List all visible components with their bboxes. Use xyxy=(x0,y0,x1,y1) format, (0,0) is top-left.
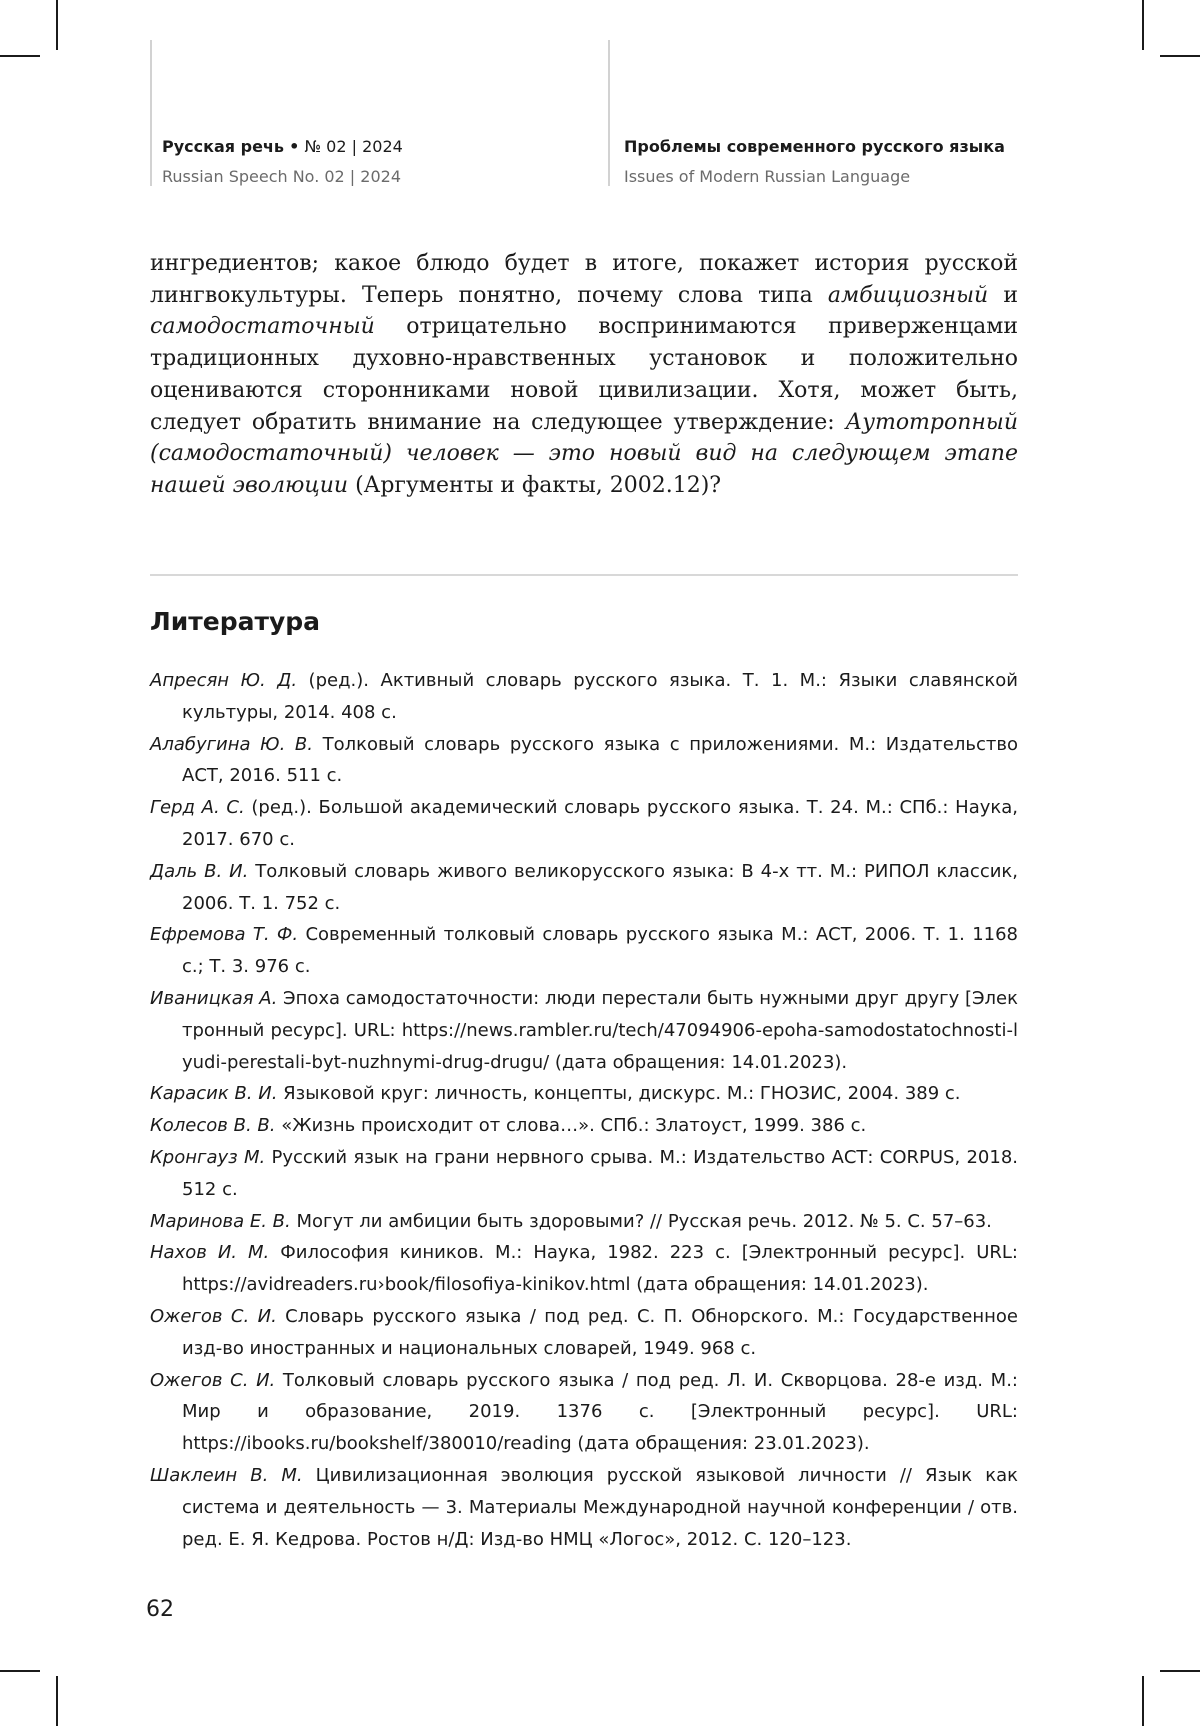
header-rule-left xyxy=(150,40,152,186)
references-list xyxy=(150,665,1018,1555)
reference-item xyxy=(150,1301,1018,1365)
reference-author: Даль В. И. xyxy=(150,860,249,882)
reference-author: Апресян Ю. Д. xyxy=(150,670,298,691)
reference-text: Русский язык на грани нервного срыва. М.: Издательство АСТ: CORPUS, 2018. 512 с. xyxy=(182,1146,1018,1200)
reference-item xyxy=(150,1142,1018,1206)
reference-text: Философия киников. М.: Наука, 1982. 223 с. [Электронный ресурс]. URL: https://avidreaders.ru›book/filosofiya-kinikov.html (дата обращения: 14.01.2023). xyxy=(182,1242,1018,1296)
reference-author: Алабугина Ю. В. xyxy=(150,733,313,755)
reference-text: Толковый словарь русского языка с приложениями. М.: Издательство АСТ, 2016. 511 с. xyxy=(182,733,1018,787)
reference-text: Эпоха самодостаточности: люди перестали быть нужными друг другу [Электронный ресурс]. URL: https://news.rambler.ru/tech/47094906-epoha-samodostatochnosti-lyudi-perestali-byt-nuzhnymi-drug-drugu/ (дата обращения: 14.01.2023). xyxy=(182,987,1019,1073)
reference-text: Толковый словарь живого великорусского языка: В 4-х тт. М.: РИПОЛ классик, 2006. Т. 1. 752 с. xyxy=(182,860,1019,914)
reference-item xyxy=(150,856,1018,920)
reference-item xyxy=(150,792,1018,856)
header-rule-right xyxy=(608,40,610,186)
journal-name-en: Russian Speech No. 02 | 2024 xyxy=(162,167,401,186)
crop-mark-bottom-right-v xyxy=(1142,1676,1144,1726)
reference-text: Цивилизационная эволюция русской языковой личности // Язык как система и деятельность — 3. Материалы Международной научной конференции / отв. ред. Е. Я. Кедрова. Ростов н/Д: Изд-во НМЦ «Логос», 2012. С. 120–123. xyxy=(182,1464,1018,1550)
reference-item xyxy=(150,1365,1018,1460)
crop-mark-top-left-v xyxy=(56,0,58,50)
reference-text: Могут ли амбиции быть здоровыми? // Русская речь. 2012. № 5. С. 57–63. xyxy=(290,1210,992,1232)
reference-author: Ожегов С. И. xyxy=(150,1369,276,1391)
body-text-2: и xyxy=(988,282,1019,308)
references-title: Литература xyxy=(150,607,321,636)
reference-item xyxy=(150,1460,1018,1555)
reference-author: Герд А. С. xyxy=(150,797,245,819)
journal-issue: № 02 | 2024 xyxy=(304,137,403,156)
reference-item xyxy=(150,1078,1018,1110)
reference-item xyxy=(150,919,1018,983)
body-text-4: (Аргументы и факты, 2002.12)? xyxy=(348,472,722,498)
crop-mark-top-left-h xyxy=(0,55,40,57)
section-title: Проблемы современного русского языка xyxy=(624,137,1005,156)
header-bullet: • xyxy=(289,137,300,156)
reference-item xyxy=(150,1237,1018,1301)
reference-item xyxy=(150,729,1018,793)
reference-text: (ред.). Большой академический словарь русского языка. Т. 24. М.: СПб.: Наука, 2017. 670 с. xyxy=(182,797,1019,850)
reference-author: Нахов И. М. xyxy=(150,1242,270,1264)
reference-author: Карасик В. И. xyxy=(150,1083,278,1105)
reference-text: (ред.). Активный словарь русского языка. Т. 1. М.: Языки славянской культуры, 2014. 408 с. xyxy=(182,670,1018,723)
crop-mark-top-right-h xyxy=(1160,55,1200,57)
term-self-sufficient: самодостаточный xyxy=(150,314,375,340)
body-paragraph xyxy=(150,248,1018,502)
crop-mark-top-right-v xyxy=(1142,0,1144,50)
reference-author: Иваницкая А. xyxy=(150,987,278,1009)
page-number: 62 xyxy=(146,1597,174,1622)
reference-author: Ожегов С. И. xyxy=(150,1305,277,1327)
reference-text: Языковой круг: личность, концепты, дискурс. М.: ГНОЗИС, 2004. 389 с. xyxy=(277,1083,961,1105)
reference-item xyxy=(150,1110,1018,1142)
reference-item xyxy=(150,1206,1018,1238)
header-journal xyxy=(162,132,403,192)
quoted-statement: Аутотропный (самодостаточный) человек — это новый вид на следующем этапе нашей эволюции xyxy=(150,409,1018,498)
body-text-3: отрицательно воспринимаются приверженцами традиционных духовно-нравственных установок и положительно оцениваются сторонниками новой цивилизации. Хотя, может быть, следует обратить внимание на следующее утверждение: xyxy=(150,314,1018,435)
reference-author: Маринова Е. В. xyxy=(150,1210,291,1232)
crop-mark-bottom-left-h xyxy=(0,1670,40,1672)
section-divider xyxy=(150,574,1018,576)
reference-author: Кронгауз М. xyxy=(150,1146,266,1168)
body-text-1: ингредиентов; какое блюдо будет в итоге, покажет история русской лингвокультуры. Теперь понятно, почему слова типа xyxy=(150,251,1018,308)
reference-author: Колесов В. В. xyxy=(150,1115,276,1137)
reference-item xyxy=(150,665,1018,729)
reference-text: Современный толковый словарь русского языка М.: АСТ, 2006. Т. 1. 1168 с.; Т. 3. 976 с. xyxy=(182,924,1018,978)
section-title-en: Issues of Modern Russian Language xyxy=(624,167,911,186)
journal-name: Русская речь xyxy=(162,137,285,156)
reference-item xyxy=(150,983,1018,1078)
crop-mark-bottom-left-v xyxy=(56,1676,58,1726)
reference-text: «Жизнь происходит от слова…». СПб.: Златоуст, 1999. 386 с. xyxy=(275,1115,867,1137)
term-ambitious: амбициозный xyxy=(827,282,989,308)
reference-author: Шаклеин В. М. xyxy=(150,1464,303,1486)
header-section xyxy=(624,132,1005,192)
crop-mark-bottom-right-h xyxy=(1160,1670,1200,1672)
reference-text: Словарь русского языка / под ред. С. П. Обнорского. М.: Государственное изд-во иностранных и национальных словарей, 1949. 968 с. xyxy=(182,1305,1018,1359)
reference-author: Ефремова Т. Ф. xyxy=(150,924,299,946)
reference-text: Толковый словарь русского языка / под ред. Л. И. Скворцова. 28-е изд. М.: Мир и образование, 2019. 1376 с. [Электронный ресурс]. URL: https://ibooks.ru/bookshelf/380010/reading (дата обращения: 23.01.2023). xyxy=(182,1369,1018,1455)
